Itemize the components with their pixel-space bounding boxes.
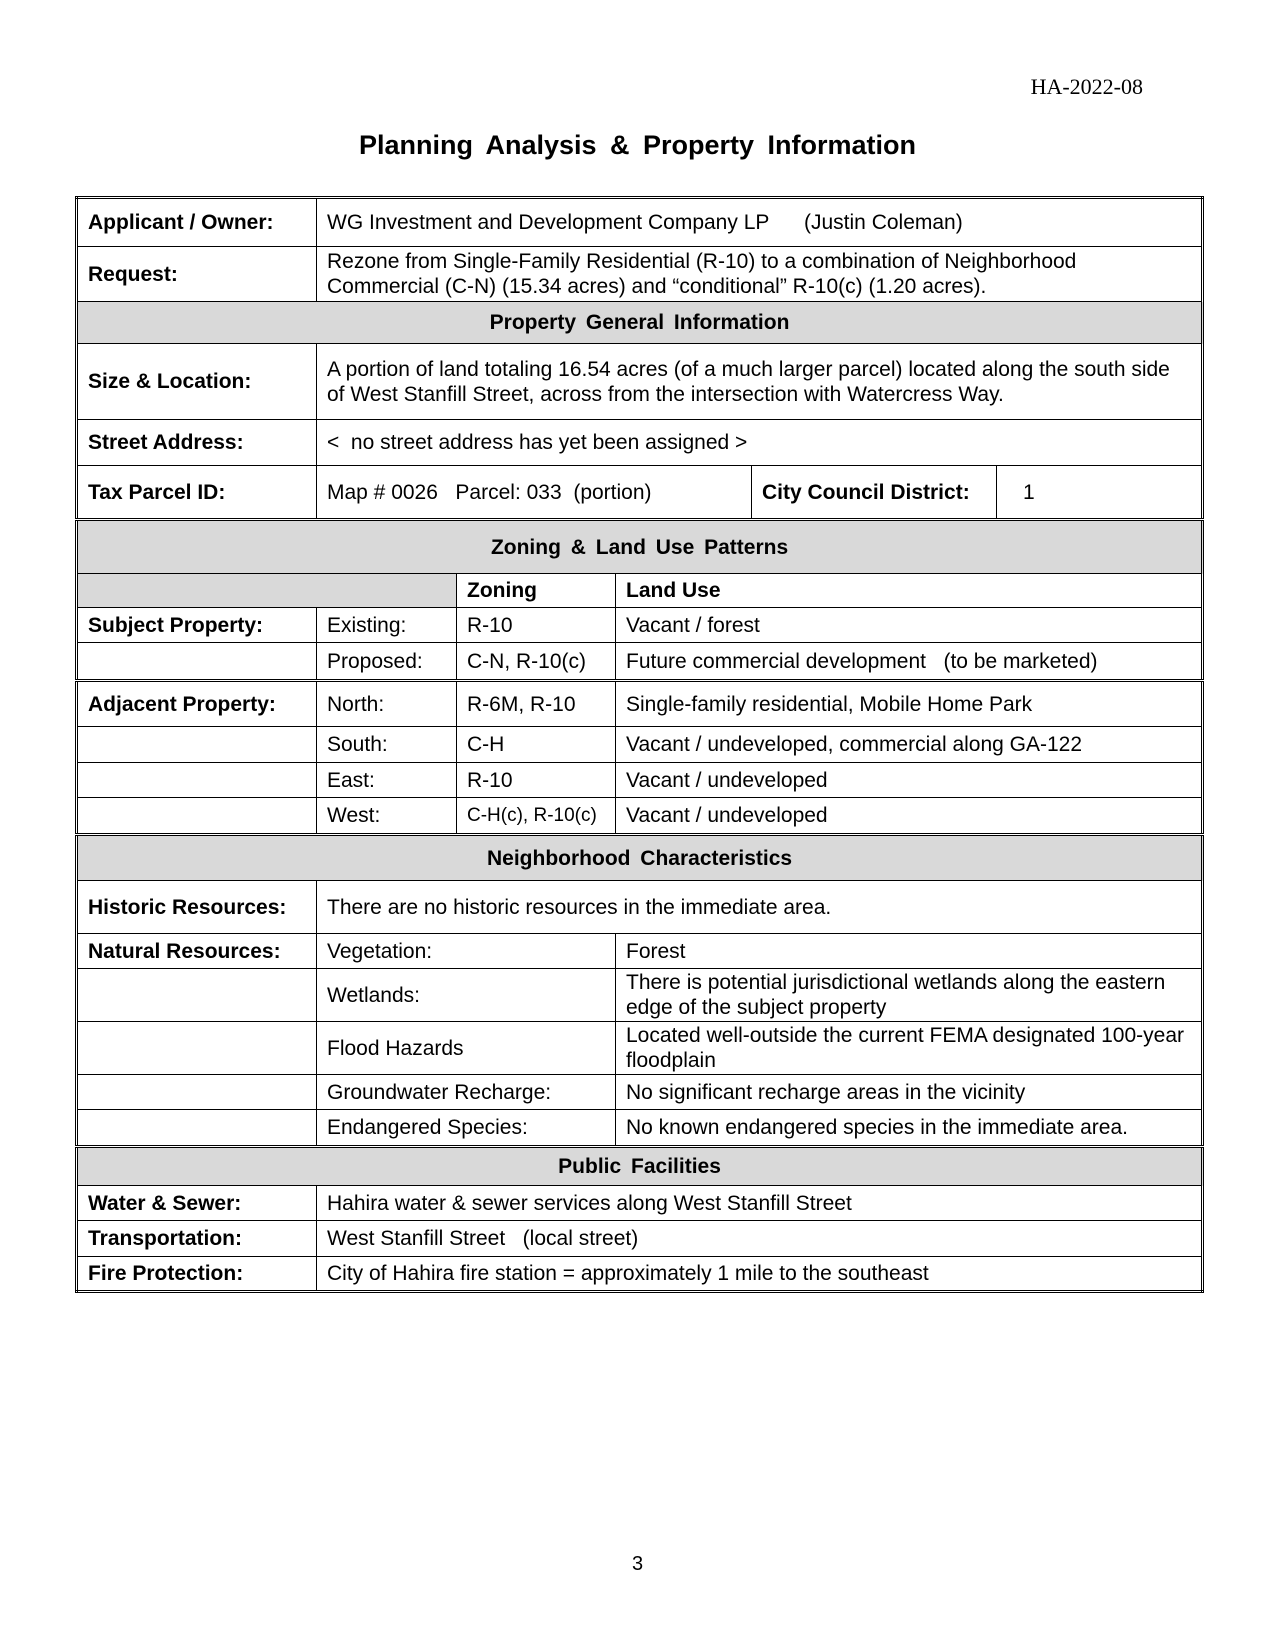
page-number: 3 — [631, 1553, 644, 1575]
resource-key: Groundwater Recharge: — [317, 1075, 616, 1110]
zoning-direction: South: — [317, 727, 457, 763]
table-row — [77, 1075, 1203, 1110]
council-district-value: 1 — [997, 466, 1203, 520]
zoning-col-header: Zoning — [457, 574, 616, 608]
table-row — [77, 681, 1203, 727]
zoning-code: R-10 — [457, 763, 616, 798]
land-use: Vacant / forest — [616, 608, 1203, 643]
applicant-label: Applicant / Owner: — [77, 198, 317, 247]
subject-property-label: Subject Property: — [77, 608, 317, 643]
resource-key: Vegetation: — [317, 934, 616, 969]
resource-value: There is potential jurisdictional wetlands along the eastern edge of the subject property — [616, 969, 1203, 1022]
facility-value: Hahira water & sewer services along West Stanfill Street — [317, 1186, 1203, 1221]
zoning-direction: East: — [317, 763, 457, 798]
table-row — [77, 798, 1203, 835]
table-row — [77, 934, 1203, 969]
request-label: Request: — [77, 247, 317, 302]
zoning-direction: Existing: — [317, 608, 457, 643]
resource-value: Located well-outside the current FEMA designated 100-year floodplain — [616, 1022, 1203, 1075]
land-use: Vacant / undeveloped, commercial along GA-122 — [616, 727, 1203, 763]
resource-key: Endangered Species: — [317, 1110, 616, 1147]
table-row — [77, 1221, 1203, 1257]
zoning-code: R-10 — [457, 608, 616, 643]
table-row — [77, 608, 1203, 643]
facility-label: Fire Protection: — [77, 1257, 317, 1292]
zoning-code: C-N, R-10(c) — [457, 643, 616, 681]
historic-resources-label: Historic Resources: — [77, 881, 317, 934]
facility-value: City of Hahira fire station = approximately 1 mile to the southeast — [317, 1257, 1203, 1292]
section-zoning: Zoning & Land Use Patterns — [77, 520, 1203, 574]
request-value: Rezone from Single-Family Residential (R-10) to a combination of Neighborhood Commercial (C-N) (15.34 acres) and “conditional” R-10(c) (1.20 acres). — [317, 247, 1203, 302]
table-row — [77, 763, 1203, 798]
zoning-code: C-H — [457, 727, 616, 763]
page-title: Planning Analysis & Property Information — [358, 130, 917, 160]
table-row — [77, 969, 1203, 1022]
land-use: Single-family residential, Mobile Home Park — [616, 681, 1203, 727]
land-use-col-header: Land Use — [616, 574, 1203, 608]
tax-parcel-label: Tax Parcel ID: — [77, 466, 317, 520]
applicant-value: WG Investment and Development Company LP (Justin Coleman) — [317, 198, 1203, 247]
zoning-direction: North: — [317, 681, 457, 727]
table-row — [77, 1186, 1203, 1221]
table-row — [77, 1110, 1203, 1147]
document-number: HA-2022-08 — [1030, 74, 1143, 99]
resource-value: Forest — [616, 934, 1203, 969]
facility-label: Transportation: — [77, 1221, 317, 1257]
council-district-label: City Council District: — [752, 466, 997, 520]
section-public-facilities: Public Facilities — [77, 1147, 1203, 1186]
zoning-direction: West: — [317, 798, 457, 835]
resource-value: No significant recharge areas in the vicinity — [616, 1075, 1203, 1110]
resource-key: Flood Hazards — [317, 1022, 616, 1075]
resource-key: Wetlands: — [317, 969, 616, 1022]
table-row — [77, 727, 1203, 763]
zoning-direction: Proposed: — [317, 643, 457, 681]
table-row — [77, 643, 1203, 681]
land-use: Future commercial development (to be marketed) — [616, 643, 1203, 681]
size-location-label: Size & Location: — [77, 344, 317, 420]
zoning-code: R-6M, R-10 — [457, 681, 616, 727]
land-use: Vacant / undeveloped — [616, 798, 1203, 835]
property-info-table — [75, 196, 1204, 1293]
zoning-code: C-H(c), R-10(c) — [457, 798, 616, 835]
section-neighborhood: Neighborhood Characteristics — [77, 835, 1203, 881]
section-property-general: Property General Information — [77, 302, 1203, 344]
natural-resources-label: Natural Resources: — [77, 934, 317, 969]
size-location-value: A portion of land totaling 16.54 acres (of a much larger parcel) located along the south side of West Stanfill Street, across from the intersection with Watercress Way. — [317, 344, 1203, 420]
table-row — [77, 1022, 1203, 1075]
land-use: Vacant / undeveloped — [616, 763, 1203, 798]
tax-parcel-value: Map # 0026 Parcel: 033 (portion) — [317, 466, 752, 520]
historic-resources-value: There are no historic resources in the immediate area. — [317, 881, 1203, 934]
street-address-label: Street Address: — [77, 420, 317, 466]
facility-value: West Stanfill Street (local street) — [317, 1221, 1203, 1257]
table-row — [77, 1257, 1203, 1292]
resource-value: No known endangered species in the immediate area. — [616, 1110, 1203, 1147]
facility-label: Water & Sewer: — [77, 1186, 317, 1221]
street-address-value: < no street address has yet been assigned > — [317, 420, 1203, 466]
adjacent-property-label: Adjacent Property: — [77, 681, 317, 727]
zoning-header-blank — [77, 574, 457, 608]
